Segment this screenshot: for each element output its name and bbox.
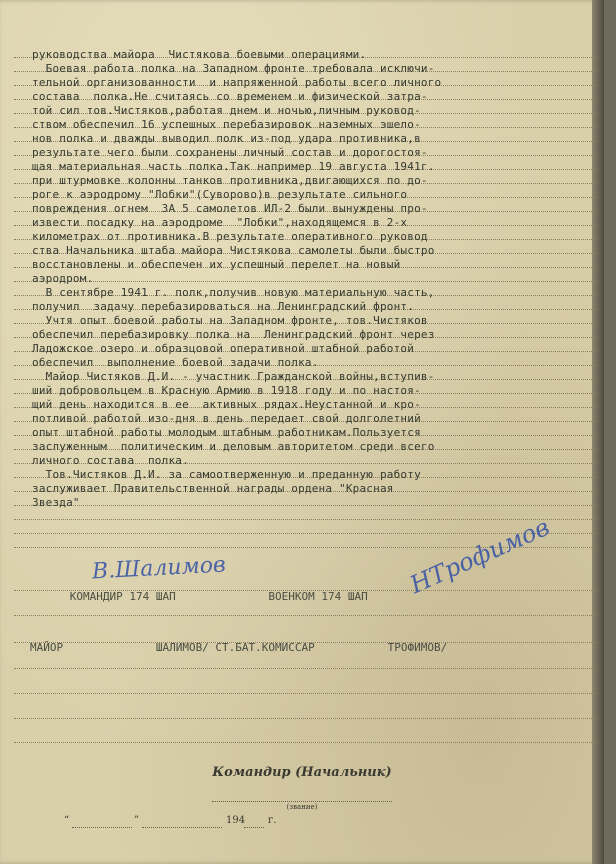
ruled-line	[14, 693, 598, 694]
typed-line: щая материальная часть полка.Так например 19 августа 1941г.	[32, 160, 435, 173]
typed-line: потливой работой изо-дня в день передает свой долголетний	[32, 412, 421, 425]
typed-line: получил задачу перебазироваться на Ленинградский фронт.	[32, 300, 415, 313]
date-open-quote: “	[64, 815, 70, 826]
typed-line: той сил тов.Чистяков,работая днем и ночью,личным руковод-	[32, 104, 421, 117]
rank-signature-line	[212, 801, 392, 802]
ruled-line	[14, 718, 598, 719]
year-suffix: г.	[268, 815, 277, 826]
typed-line: Учтя опыт боевой работы на Западном фронте, тов.Чистяков	[32, 314, 428, 327]
typed-line: при штурмовке колонны танков противника,двигающихся по до-	[32, 174, 428, 187]
typed-line: извести посадку на аэродроме "Лобки",находящемся в 2-х	[32, 216, 408, 229]
typed-line: аэродром.	[32, 272, 94, 285]
typed-line: роге к аэродрому "Лобки"(Суворово)в результате сильного	[32, 188, 408, 201]
rank-label: (звание)	[286, 803, 318, 811]
day-blank	[72, 827, 132, 828]
signature-names-line: МАЙОР ШАЛИМОВ/ СТ.БАТ.КОМИССАР ТРОФИМОВ/	[30, 641, 448, 654]
typed-line: Звезда"	[32, 496, 80, 509]
typed-line: Ладожское озеро и образцовой оперативной штабной работой	[32, 342, 415, 355]
typed-citation-text	[32, 48, 592, 510]
typed-line: состава полка.Не считаясь со временем и физической затра-	[32, 90, 428, 103]
typed-line: ством обеспечил 16 успешных перебазировок наземных эшело-	[32, 118, 421, 131]
typed-line: В сентябре 1941 г. полк,получив новую материальную часть,	[32, 286, 435, 299]
ruled-line	[14, 742, 598, 743]
typed-line: результате чего были сохранены личный состав и дорогостоя-	[32, 146, 428, 159]
commander-autograph: В.Шалимов	[91, 552, 227, 585]
typed-line: Майор Чистяков Д.И. - участник Гражданской войны,вступив-	[32, 370, 435, 383]
typed-line: Тов.Чистяков Д.И. за самоотверженную и преданную работу	[32, 468, 421, 481]
typed-line: ства Начальника штаба майора Чистякова самолеты были быстро	[32, 244, 435, 257]
typed-line: тельной организованности и напряженной работы всего личного	[32, 76, 442, 89]
typed-line: заслуживает Правительственной награды ордена "Красная	[32, 482, 394, 495]
typed-line: Боевая работа полка на Западном фронте требовала исключи-	[32, 62, 435, 75]
typed-line: заслуженным политическим и деловым авторитетом среди всего	[32, 440, 435, 453]
typed-line: руководства майора Чистякова боевыми операциями.	[32, 48, 367, 61]
typed-line: восстановлены и обеспечен их успешный перелет на новый	[32, 258, 401, 271]
typed-line: щий день находится в ее активных рядах.Неустанной и кро-	[32, 398, 421, 411]
typed-line: ший добровольцем в Красную Армию в 1918 году и по настоя-	[32, 384, 421, 397]
signature-titles-line: КОМАНДИР 174 ШАП ВОЕНКОМ 174 ШАП	[30, 590, 368, 603]
date-close-quote: ”	[134, 815, 140, 826]
commander-label: Командир (Начальник)	[212, 765, 392, 780]
typed-line: километрах от противника.В результате оперативного руковод	[32, 230, 428, 243]
typed-line: обеспечил перебазировку полка на Ленинградский фронт через	[32, 328, 435, 341]
ruled-line	[14, 519, 598, 520]
binding-edge	[592, 0, 604, 864]
typed-line: опыт штабной работы молодым штабным работникам.Пользуется	[32, 426, 421, 439]
year-blank	[244, 827, 264, 828]
commissar-autograph: НТрофимов	[405, 512, 554, 600]
year-prefix: 194	[226, 815, 246, 826]
typed-line: личного состава полка.	[32, 454, 189, 467]
typed-line: обеспечил выполнение боевой задачи полка.	[32, 356, 319, 369]
typed-line: повреждения огнем ЗА 5 самолетов ИЛ-2 были вынуждены про-	[32, 202, 428, 215]
typed-line: нов полка и дважды выводил полк из-под удара противника,в	[32, 132, 421, 145]
month-blank	[142, 827, 222, 828]
